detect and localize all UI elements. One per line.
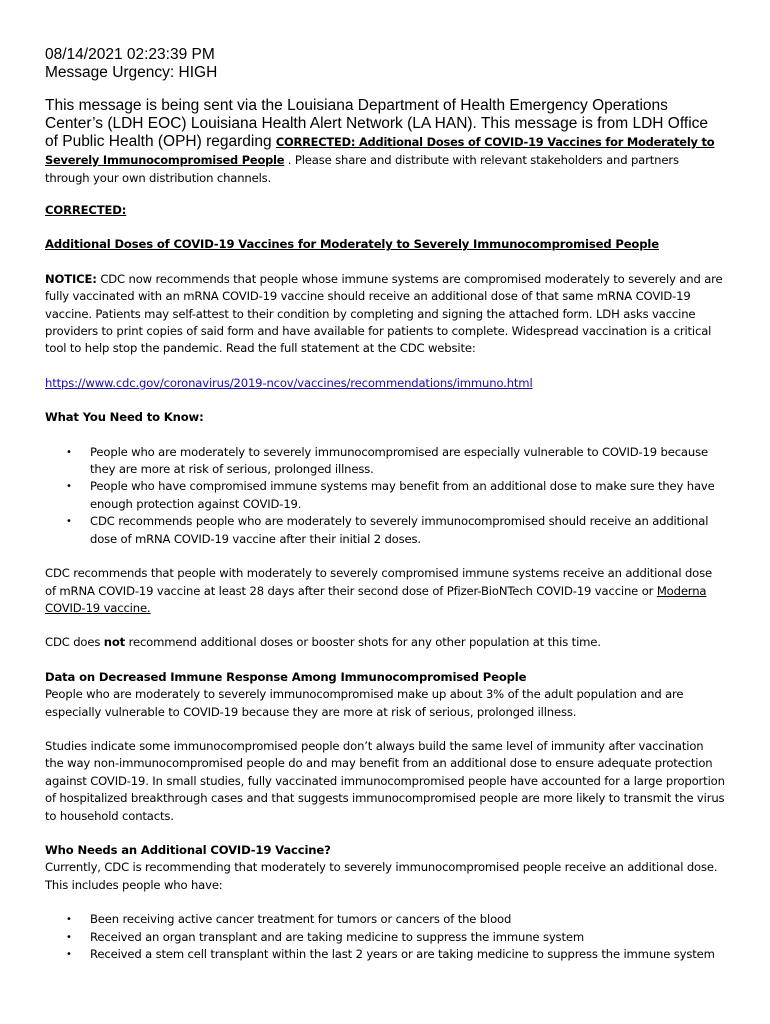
- list-item: • Been receiving active cancer treatment for tumors or cancers of the blood: [45, 911, 725, 928]
- intro-subject: CORRECTED: Additional Doses of COVID-19 Vaccines for Moderately to Severely Immunocompromised People: [45, 135, 715, 167]
- who-needs-heading: Who Needs an Additional COVID-19 Vaccine?: [45, 842, 331, 857]
- not-emphasis: not: [103, 635, 126, 650]
- recommendation-paragraph: CDC recommends that people with moderately to severely compromised immune systems receive an additional dose of mRNA COVID-19 vaccine at least 28 days after their second dose of Pfizer-BioNTech COVID-19 vaccine or Moderna COVID-19 vaccine.: [45, 566, 712, 615]
- timestamp: 08/14/2021 02:23:39 PM: [45, 46, 215, 63]
- intro-paragraph: [45, 97, 725, 187]
- urgency-label: Message Urgency: HIGH: [45, 64, 218, 81]
- notice-paragraph: [45, 271, 725, 358]
- intro-text: This message is being sent via the Louisiana Department of Health Emergency Operations Center’s (LDH EOC) Louisiana Health Alert Network (LA HAN). This message is from LDH Office of Public Health (OPH) regarding: [45, 97, 709, 150]
- list-item: • CDC recommends people who are moderately to severely immunocompromised should receive an additional dose of mRNA COVID-19 vaccine after their initial 2 doses.: [66, 514, 709, 546]
- list-item: • Received an organ transplant and are taking medicine to suppress the immune system: [45, 929, 725, 946]
- data-section-paragraph-2: Studies indicate some immunocompromised people don’t always build the same level of immunity after vaccination the way non-immunocompromised people do and may benefit from an additional dose to ensure adequate protection against COVID-19. In small studies, fully vaccinated immunocompromised people have accounted for a large proportion of hospitalized breakthrough cases and that suggests immunocompromised people are more likely to transmit the virus to household contacts.: [45, 738, 725, 823]
- cdc-link[interactable]: https://www.cdc.gov/coronavirus/2019-ncov/vaccines/recommendations/immuno.html: [45, 375, 533, 390]
- who-needs-list: [45, 911, 725, 963]
- page-title: Additional Doses of COVID-19 Vaccines for Moderately to Severely Immunocompromised People: [45, 237, 659, 252]
- corrected-label: CORRECTED:: [45, 203, 127, 217]
- who-needs-paragraph: Currently, CDC is recommending that moderately to severely immunocompromised people receive an additional dose. This includes people who have:: [45, 860, 718, 892]
- bullet-icon: •: [66, 914, 72, 926]
- data-section-paragraph-1: People who are moderately to severely immunocompromised make up about 3% of the adult population and are especially vulnerable to COVID-19 because they are more at risk of serious, prolonged illness.: [45, 687, 684, 719]
- need-to-know-list: [45, 444, 725, 548]
- bullet-icon: •: [66, 516, 72, 528]
- need-to-know-heading: What You Need to Know:: [45, 410, 204, 425]
- notice-text: CDC now recommends that people whose immune systems are compromised moderately to severely and are fully vaccinated with an mRNA COVID-19 vaccine should receive an additional dose of that same mRNA COVID-19 vaccine. Patients may self-attest to their condition by completing and signing the attached form. LDH asks vaccine providers to print copies of said form and have available for patients to complete. Widespread vaccination is a critical tool to help stop the pandemic. Read the full statement at the CDC website:: [45, 271, 723, 356]
- bullet-icon: •: [66, 446, 72, 458]
- notice-label: NOTICE:: [45, 271, 97, 286]
- list-item: • People who have compromised immune systems may benefit from an additional dose to make sure they have enough protection against COVID-19.: [66, 479, 715, 511]
- intro-tail: . Please share and distribute with relevant stakeholders and partners through your own distribution channels.: [45, 153, 679, 185]
- bullet-icon: •: [66, 481, 72, 493]
- document-page: [45, 46, 725, 963]
- moderna-link[interactable]: Moderna COVID-19 vaccine.: [45, 583, 707, 615]
- not-recommend-paragraph: CDC does not recommend additional doses or booster shots for any other population at this time.: [45, 635, 601, 650]
- list-item: • Received a stem cell transplant within the last 2 years or are taking medicine to suppress the immune system: [45, 946, 725, 963]
- data-section-heading: Data on Decreased Immune Response Among Immunocompromised People: [45, 669, 527, 684]
- list-item: • People who are moderately to severely immunocompromised are especially vulnerable to COVID-19 because they are more at risk of serious, prolonged illness.: [66, 444, 708, 477]
- bullet-icon: •: [66, 949, 72, 960]
- bullet-icon: •: [66, 931, 72, 943]
